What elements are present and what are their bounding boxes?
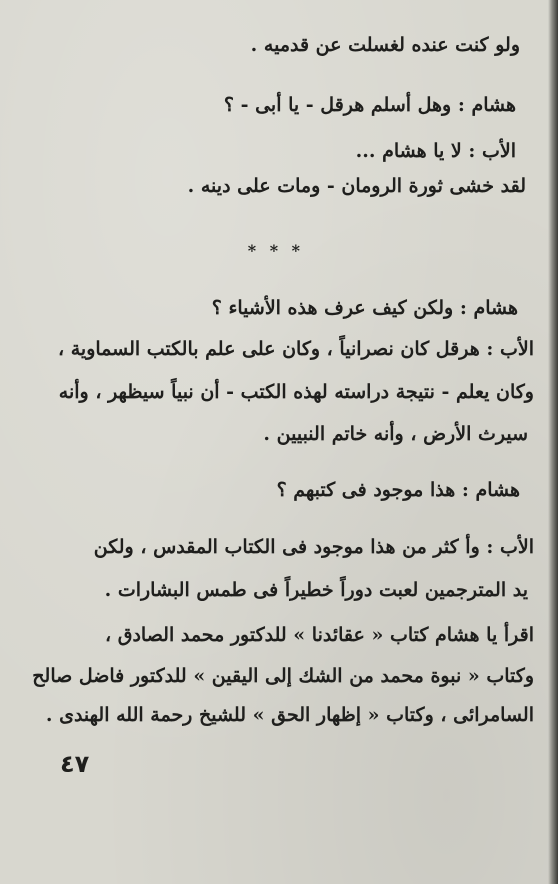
text-line: السامرائى ، وكتاب « إظهار الحق » للشيخ رحمة الله الهندى . xyxy=(45,704,534,726)
dialogue-line-father: الأب : هرقل كان نصرانياً ، وكان على علم بالكتب السماوية ، xyxy=(57,338,534,360)
text-line: وكتاب « نبوة محمد من الشك إلى اليقين » للدكتور فاضل صالح xyxy=(32,665,534,687)
text-line: وكان يعلم - نتيجة دراسته لهذه الكتب - أن نبياً سيظهر ، وأنه xyxy=(58,381,534,403)
text-line: اقرأ يا هشام كتاب « عقائدنا » للدكتور محمد الصادق ، xyxy=(104,624,534,646)
page-number: ٤٧ xyxy=(60,750,90,778)
text-line: يد المترجمين لعبت دوراً خطيراً فى طمس البشارات . xyxy=(104,579,528,601)
dialogue-line-hisham: هشام : وهل أسلم هرقل - يا أبى - ؟ xyxy=(223,94,516,116)
dialogue-line-hisham: هشام : ولكن كيف عرف هذه الأشياء ؟ xyxy=(211,297,518,319)
page-edge-shadow xyxy=(548,0,558,884)
text-line: سيرث الأرض ، وأنه خاتم النبيين . xyxy=(263,423,528,445)
dialogue-line-hisham: هشام : هذا موجود فى كتبهم ؟ xyxy=(276,479,520,501)
text-line: ولو كنت عنده لغسلت عن قدميه . xyxy=(250,34,520,56)
dialogue-line-father: الأب : وأ كثر من هذا موجود فى الكتاب المقدس ، ولكن xyxy=(93,536,534,558)
section-separator: * * * xyxy=(247,241,304,260)
dialogue-line-father: الأب : لا يا هشام ... xyxy=(355,140,516,162)
text-line: لقد خشى ثورة الرومان - ومات على دينه . xyxy=(187,175,526,197)
